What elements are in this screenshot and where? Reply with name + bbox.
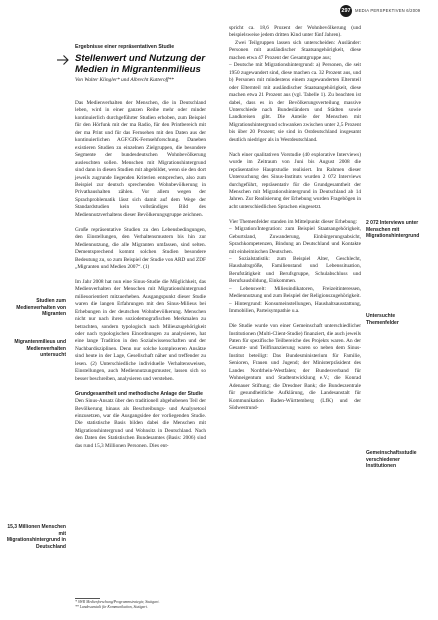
paragraph: Vier Themenfelder standen im Mittelpunkt dieser Erhebung: [229,218,358,225]
margin-note-interviews: 2 072 Interviews unter Menschen mit Migrationshintergrund [366,220,420,240]
footnote: ** Landesanstalt für Kommunikation, Stuttgart. [75,605,148,609]
article-kicker: Ergebnisse einer repräsentativen Studie [75,44,175,50]
section-subhead: Grundgesamtheit und methodische Anlage der Studie [75,390,203,397]
intro-paragraph: Das Medienverhalten der Menschen, die in Deutschland leben, wird in einer ganzen Reihe mehr oder minder kontinuierlich durchgeführter Studien erhoben, zum Beispiel für den Hörfunk mit der ma Radio, für den Printbereich mit der ma Print und für das Fernsehen mit den Daten aus der kontinuierlichen AGF/GfK-Fernsehforschung. Daneben existieren Studien zu einzelnen Zielgruppen, die besondere Segmente der bundesdeutschen Wohnbevölkerung ausleuchten sollen. Menschen mit Migrationshintergrund sind dann in diesen Studien mit abgebildet, wenn sie den dort jeweils zugrunde liegenden Kriterien entsprechen, also zum Beispiel zur deutsch sprechenden Wohnbevölkerung in Privathaushalten zählen. Vor allem wegen der Sprachproblematik lässt sich damit auf dem Wege der Standardstudien kein vollständiges Bild des Mediennutzverhaltens dieser Bevölkerungsgruppe zeichnen. [75,100,206,218]
list-item: – Migration/Integration: zum Beispiel Staatsangehörigkeit, Geburtsland, Zuwanderung, Einbürgerungsabsicht, Sprachkompetenzen, Bindung an Deutschland und Kontakte mit einheimischen Deutschen. [229,226,361,255]
list-item: – Hintergrund: Konsumeinstellungen, Haushaltsausstattung, Immobilien, Parteisympathie u.a. [229,300,361,315]
paragraph: Im Jahr 2008 hat nun eine Sinus-Studie die Möglichkeit, das Medienverhalten der Menschen mit Migrationshintergrund milieuorientiert mitzuerheben. Ausgangspunkt dieser Studie waren die langen Erfahrungen mit den Sinus-Milieus bei Erhebungen in der deutschen Wohnbevölkerung. Menschen nicht nur nach ihren soziodemografischen Merkmalen zu betrachten, sondern typologisch nach Milieuzugehörigkeit oder nach typologischen Einordnungen zu analysieren, hat eine lange Tradition in den Sozialwissenschaften und der Nachbardisziplinen. Denn nur solche komplexeren Ansätze sind heute in der Lage, Gesellschaft näher und treffender zu lesen. (2) Unterschiedliche individuelle Verhaltensweisen, Einstellungen, auch Mediennutzungsmuster, lassen sich so besser beschreiben, analysieren und verstehen. [75,278,206,382]
article-authors: Von Walter Klingler* und Albrecht Kutteroff** [75,77,174,83]
paragraph: Zwei Teilgruppen lassen sich unterscheiden: Ausländer: Personen mit ausländischer Staatsangehörigkeit, diese machen etwa 47 Prozent der Gesamtgruppe aus; [229,39,361,61]
left-column [75,100,206,450]
list-item: – Sozialstatistik: zum Beispiel Alter, Geschlecht, Haushaltsgröße, Familienstand und Lebenssituation, Berufstätigkeit und Berufsgruppe, Schulabschluss und Berufsausbildung, Einkommen. [229,256,361,285]
paragraph: spricht ca. 18,6 Prozent der Wohnbevölkerung (und beispielsweise jedem dritten Kind unter fünf Jahren). [229,25,361,39]
paragraph: Nach einer qualitativen Vorstudie (40 explorative Interviews) wurde im Zeitraum von Juni bis August 2008 die repräsentative Hauptstudie realisiert. Im Rahmen dieser Untersuchung des Sinus-Instituts wurden 2 072 Interviews durchgeführt, repräsentativ für die Grundgesamtheit der Menschen mit Migrationshintergrund in Deutschland ab 14 Jahren. Zur Realisierung der Erhebung wurden Fragebögen in acht unterschiedlichen Sprachen eingesetzt. [229,151,361,210]
margin-note-milieus: Migrantenmilieus und Medienverhalten untersucht [14,339,66,359]
paragraph: Die Studie wurde von einer Gemeinschaft unterschiedlicher Institutionen (Multi-Client-Studie) finanziert, die auch jeweils Paten für spezifische Teilbereiche des Projekts waren. An der Gesamt- und Teilfinanzierung waren so neben dem Sinus-Institut beteiligt: Das Bundesministerium für Familie, Senioren, Frauen und Jugend; der Ministerpräsident des Landes Nordrhein-Westfalen; der Bundesverband für Wohneigentum und Stadtentwicklung e.V.; die Konrad Adenauer Stiftung; die Dresdner Bank; die Bundeszentrale für gesundheitliche Aufklärung, die Landesanstalt für Kommunikation Baden-Württemberg (LfK) und der Südwestrund- [229,323,361,412]
paragraph: – Deutsche mit Migrationshintergrund: a) Personen, die seit 1950 zugewandert sind, diese machen ca. 32 Prozent aus, und b) Personen mit mindestens einem zugewanderten Elternteil oder Elternteil mit ausländischer Staatsangehörigkeit, diese machen etwa 21 Prozent aus (vgl. Tabelle 1). Zu beachten ist dabei, dass es in der Bevölkerungsverteilung massive Unterschiede nach Bundesländern und Städten sowie Landkreisen gibt. Die Anteile der Menschen mit Migrationshintergrund schwanken zwischen unter 2,5 Prozent bis über 20 Prozent; sie sind in Ostdeutschland insgesamt deutlich niedriger als in Westdeutschland. [229,62,361,143]
margin-note-topics: Untersuchte Themenfelder [366,313,399,326]
list-item: – Lebenswelt: Milieuindikatoren, Freizeitinteressen, Mediennutzung und zum Beispiel der Religionszugehörigkeit. [229,285,361,300]
paragraph: Den Sinus-Ansatz über den traditionell abgehobenen Teil der Bevölkerung hinaus als Beschreibungs- und Analysetool einzusetzen, war die Ausgangsidee der vorliegenden Studie. Die statistische Basis bilden dabei die Menschen mit Migrationshintergrund und Wohnsitz in Deutschland. Nach den Daten des Statistischen Bundesamtes (Basis: 2006) sind das rund 15,3 Millionen Personen. Dies ent- [75,398,206,449]
arrow-right-icon [56,53,70,67]
footnote: * SWR Medienforschung/Programmstrategie, Stuttgart. [75,600,160,604]
article-title: Stellenwert und Nutzung der Medien in Migrantenmilieus [75,53,206,75]
paragraph: Große repräsentative Studien zu den Lebensbedingungen, den Einstellungen, den Verhaltensmustern bis hin zur Mediennutzung, die alle Migranten umfassen, sind selten. Dementsprechend kommt solchen Studien besondere Bedeutung zu, so zum Beispiel der Studie von ARD und ZDF „Migranten und Medien 2007“. (1) [75,226,206,270]
page-number: 297 [340,5,352,17]
running-head: MEDIA PERSPEKTIVEN 6/2009 [355,8,421,13]
right-column [229,25,361,413]
footnotes [75,600,215,610]
footnote-divider [75,598,100,599]
margin-note-funding: Gemeinschaftsstudie verschiedener Institutionen [366,450,417,470]
margin-note-population: 15,3 Millionen Menschen mit Migrationshintergrund in Deutschland [6,524,66,550]
margin-note-studies: Studien zum Medienverhalten von Migranten [16,298,66,318]
